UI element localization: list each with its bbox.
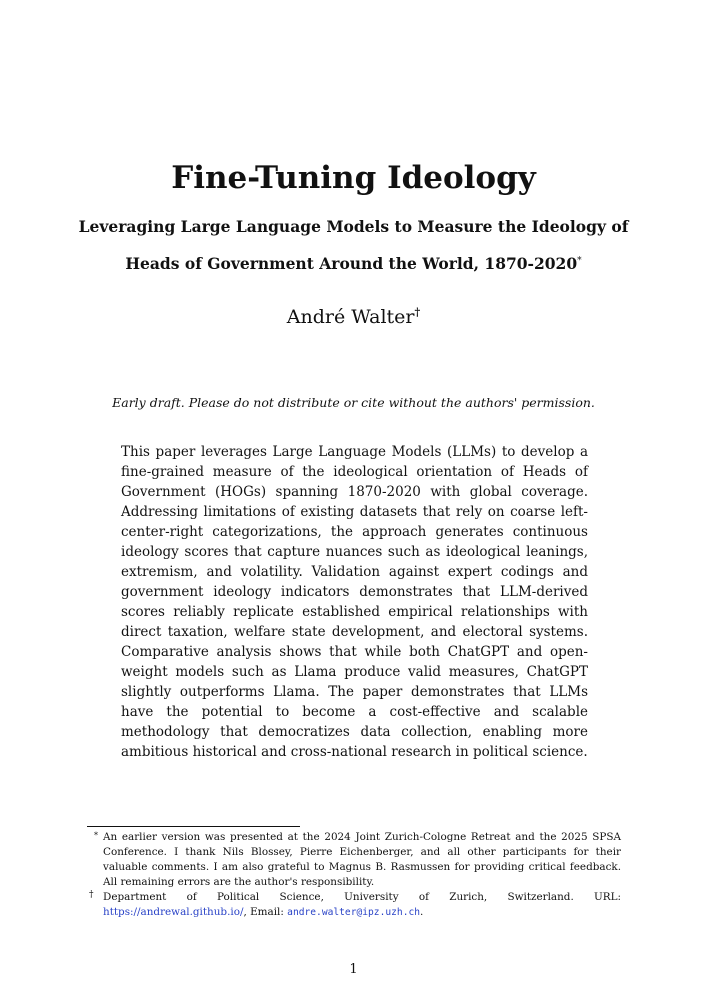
footnote-mark-asterisk: * (94, 831, 98, 840)
email-link[interactable]: andre.walter@ipz.uzh.ch (287, 907, 421, 918)
subtitle-text: Leveraging Large Language Models to Measure the Ideology of Heads of Government Around the World, 1870-2020 (78, 217, 629, 273)
author-footnote-mark[interactable]: † (414, 305, 421, 319)
abstract: This paper leverages Large Language Models (LLMs) to develop a fine-grained measure of the ideological orientation of Heads of Government (HOGs) spanning 1870-2020 with global coverage. Addressing limitations of existing datasets that rely on coarse left-center-right categorizations, the approach generates continuous ideology scores that capture nuances such as ideological leanings, extremism, and volatility. Validation against expert codings and government ideology indicators demonstrates that LLM-derived scores reliably replicate established empirical relationships with direct taxation, welfare state development, and electoral systems. Comparative analysis shows that while both ChatGPT and open-weight models such as Llama produce valid measures, ChatGPT slightly outperforms Llama. The paper demonstrates that LLMs have the potential to become a cost-effective and scalable methodology that democratizes data collection, enabling more ambitious historical and cross-national research in political science. (121, 444, 588, 760)
paper-title: Fine-Tuning Ideology (171, 160, 536, 196)
subtitle-footnote-mark[interactable]: * (577, 255, 582, 266)
paper-subtitle (60, 208, 647, 282)
footnotes (87, 830, 621, 920)
footnote-affiliation: † Department of Political Science, University of Zurich, Switzerland. URL: https://andrewal.github.io/, Email: andre.walter@ipz.uzh.ch. (89, 890, 621, 918)
draft-note: Early draft. Please do not distribute or cite without the authors' permission. (112, 395, 595, 410)
footnote-mark-dagger: † (89, 890, 94, 900)
footnote-end: . (420, 906, 424, 918)
footnote-acknowledgements (87, 830, 621, 890)
footnote-text: An earlier version was presented at the 2024 Joint Zurich-Cologne Retreat and the 2025 SPSA Conference. I thank Nils Blossey, Pierre Eichenberger, and all other participants for their valuable comments. I am also grateful to Magnus B. Rasmussen for providing critical feedback. All remaining errors are the author's responsibility. (103, 831, 621, 888)
email-label: Email: (250, 906, 284, 918)
author-name: André Walter (286, 306, 415, 328)
author-line (0, 304, 707, 330)
footnote-divider (87, 826, 300, 827)
homepage-link[interactable]: https://andrewal.github.io/ (103, 906, 244, 918)
page-number: 1 (349, 962, 358, 977)
affiliation-text: Department of Political Science, University of Zurich, Switzerland. URL: (103, 891, 621, 903)
